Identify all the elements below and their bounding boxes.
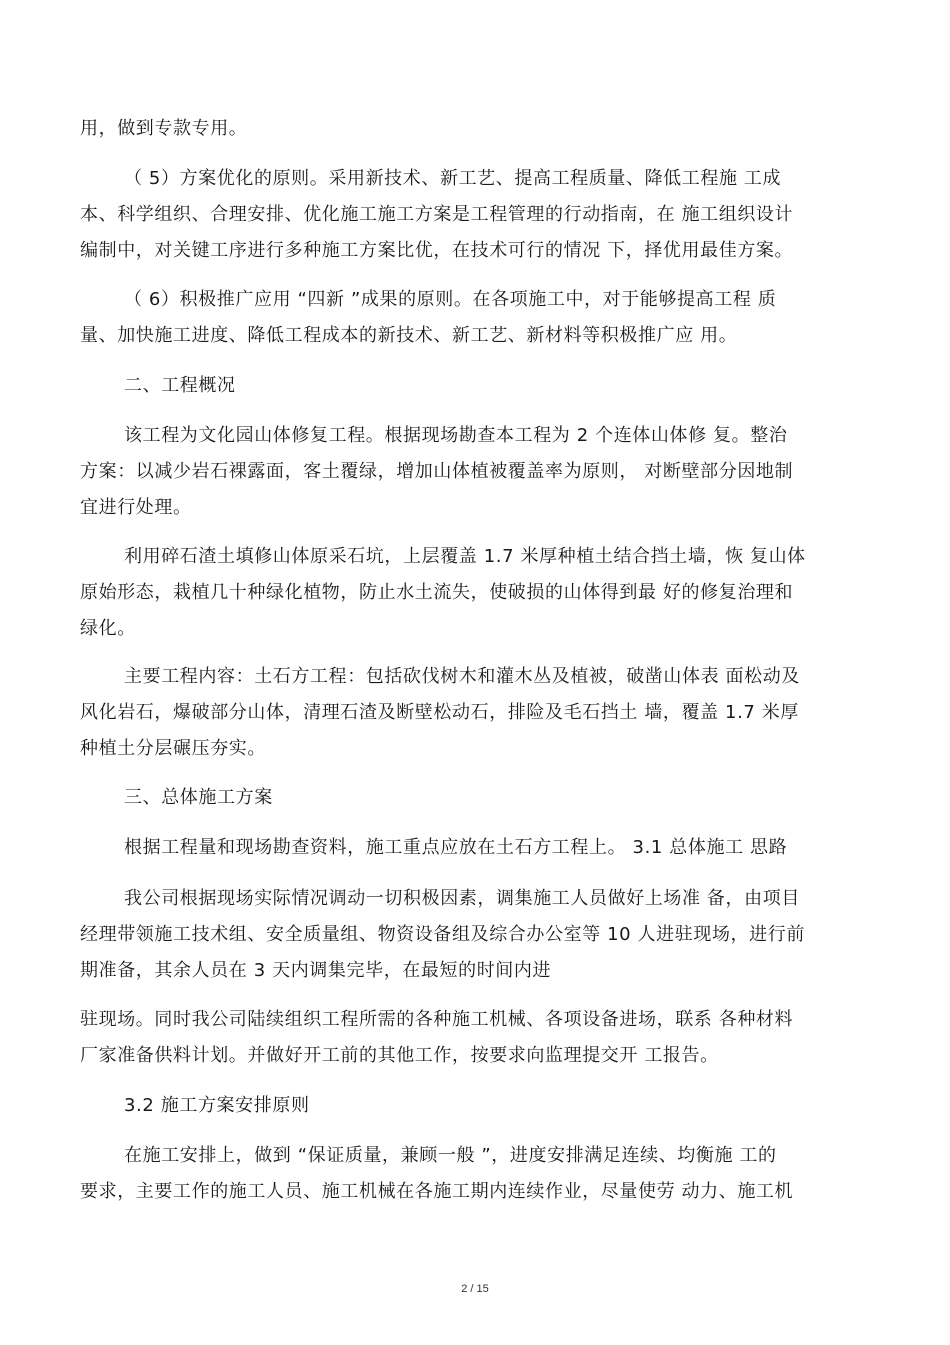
paragraph-principle-6 [80, 282, 860, 354]
text-line: 种植土分层碾压夯实。 [80, 738, 266, 759]
text-line: 在施工安排上，做到 “保证质量，兼顾一般 ”，进度安排满足连续、均衡施 工的 [124, 1145, 777, 1166]
text-line: 驻现场。同时我公司陆续组织工程所需的各种施工机械、各项设备进场，联系 各种材料 [80, 1009, 794, 1030]
text-line: （ 5）方案优化的原则。采用新技术、新工艺、提高工程质量、降低工程施 工成 [124, 168, 782, 189]
text-line: 我公司根据现场实际情况调动一切积极因素，调集施工人员做好上场准 备，由项目 [124, 888, 800, 909]
subsection-heading-3-2 [80, 1088, 860, 1124]
text-line: 风化岩石，爆破部分山体，清理石渣及断壁松动石，排险及毛石挡土 墙，覆盖 1.7 米厚 [80, 702, 799, 723]
paragraph-project-intro [80, 418, 860, 526]
text-line: 根据工程量和现场勘查资料，施工重点应放在土石方工程上。 3.1 总体施工 思路 [124, 837, 788, 858]
paragraph-restoration [80, 539, 860, 647]
text-line: 本、科学组织、合理安排、优化施工施工方案是工程管理的行动指南，在 施工组织设计 [80, 204, 794, 225]
paragraph-funding [80, 111, 860, 147]
page-number: 2 / 15 [461, 1283, 489, 1295]
section-heading: 3.2 施工方案安排原则 [124, 1095, 310, 1116]
text-line: 经理带领施工技术组、安全质量组、物资设备组及综合办公室等 10 人进驻现场，进行前 [80, 924, 805, 945]
text-line: 原始形态，栽植几十种绿化植物，防止水土流失，使破损的山体得到最 好的修复治理和 [80, 582, 794, 603]
paragraph-main-content [80, 659, 860, 767]
text-line: 该工程为文化园山体修复工程。根据现场勘查本工程为 2 个连体山体修 复。整治 [124, 425, 788, 446]
section-heading-overview [80, 368, 860, 404]
text-line: （ 6）积极推广应用 “四新 ”成果的原则。在各项施工中，对于能够提高工程 质 [124, 289, 777, 310]
text-line: 量、加快施工进度、降低工程成本的新技术、新工艺、新材料等积极推广应 用。 [80, 325, 738, 346]
text-line: 用，做到专款专用。 [80, 118, 248, 139]
paragraph-arrangement [80, 1138, 860, 1210]
text-line: 期准备，其余人员在 3 天内调集完毕，在最短的时间内进 [80, 960, 552, 981]
paragraph-principle-5 [80, 161, 860, 269]
paragraph-mobilization [80, 881, 860, 989]
paragraph-site-entry [80, 1002, 860, 1074]
section-heading: 二、工程概况 [124, 375, 236, 396]
section-heading-plan [80, 780, 860, 816]
text-line: 绿化。 [80, 618, 136, 639]
text-line: 利用碎石渣土填修山体原采石坑，上层覆盖 1.7 米厚种植土结合挡土墙，恢 复山体 [124, 546, 806, 567]
paragraph-plan-focus [80, 830, 860, 866]
text-line: 厂家准备供料计划。并做好开工前的其他工作，按要求向监理提交开 工报告。 [80, 1045, 719, 1066]
text-line: 要求，主要工作的施工人员、施工机械在各施工期内连续作业，尽量使劳 动力、施工机 [80, 1181, 794, 1202]
text-line: 编制中，对关键工序进行多种施工方案比优，在技术可行的情况 下，择优用最佳方案。 [80, 240, 794, 261]
text-line: 宜进行处理。 [80, 497, 192, 518]
text-line: 方案：以减少岩石裸露面，客土覆绿，增加山体植被覆盖率为原则， 对断壁部分因地制 [80, 461, 794, 482]
text-line: 主要工程内容：土石方工程：包括砍伐树木和灌木丛及植被，破凿山体表 面松动及 [124, 666, 800, 687]
section-heading: 三、总体施工方案 [124, 787, 273, 808]
